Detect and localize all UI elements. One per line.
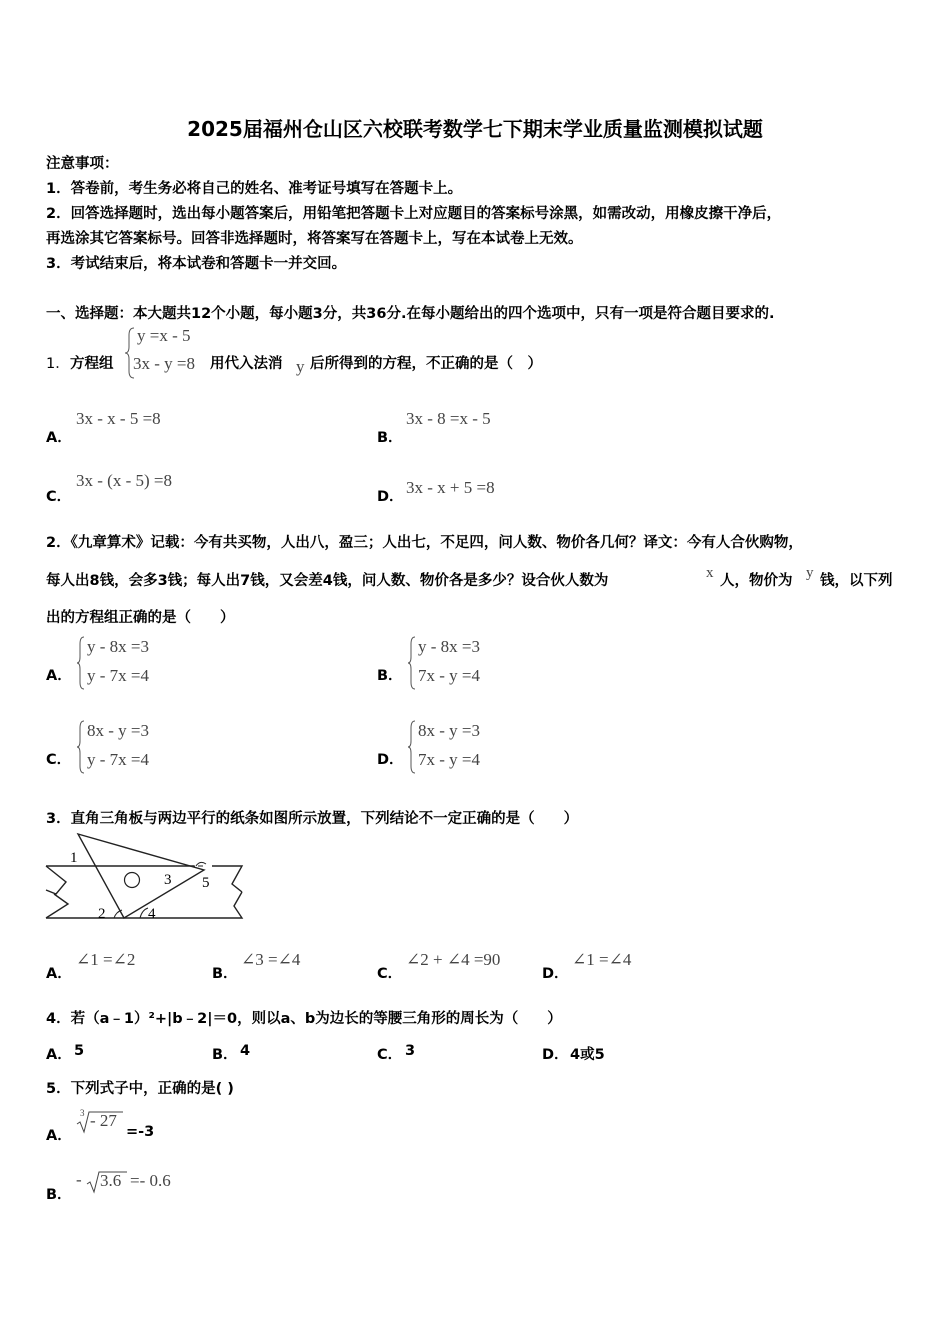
option-label-B: B． [377,668,403,684]
q5-text: 5．下列式子中，正确的是( ) [46,1081,234,1097]
angle-label-2: 2 [98,906,106,922]
option-label-C: C． [46,752,72,768]
angle-label-5: 5 [202,875,210,891]
q3-option-B[interactable]: ∠3 =∠4 [241,950,301,969]
q2-option-B-eq1[interactable]: y - 8x =3 [418,637,480,656]
option-label-A: A． [46,668,72,684]
option-label-A: A． [46,1047,72,1063]
notice-item: 1．答卷前，考生务必将自己的姓名、准考证号填写在答题卡上。 [46,181,463,197]
angle-label-1: 1 [70,850,78,866]
q5-option-A-radicand[interactable]: - 27 [90,1111,117,1130]
angle-label-3: 3 [164,872,172,888]
option-label-D: D． [542,966,569,982]
option-label-A: A． [46,1128,72,1144]
option-label-B: B． [212,1047,238,1063]
q2-line3: 出的方程组正确的是（ ） [46,610,235,626]
option-label-A: A． [46,966,72,982]
notice-item: 3．考试结束后，将本试卷和答题卡一并交回。 [46,256,347,272]
q2-line2c: 钱，以下列 [820,573,893,589]
q1-number: 1． [46,356,70,372]
q2-var-y: y [806,565,814,581]
q2-var-x: x [706,565,714,581]
option-label-D: D． [377,752,404,768]
triangle-strip-figure [44,832,246,924]
brace-icon [76,720,86,774]
q2-option-D-eq1[interactable]: 8x - y =3 [418,721,480,740]
q5-option-B-sign[interactable]: - [76,1170,82,1189]
q5-option-B-radicand[interactable]: 3.6 [100,1171,122,1190]
q1-option-D[interactable]: 3x - x + 5 =8 [406,478,495,497]
q1-mid: 用代入法消 [210,356,283,372]
q4-option-B[interactable]: 4 [240,1043,251,1059]
q3-option-C[interactable]: ∠2 + ∠4 =90 [406,950,501,969]
q2-option-C-eq1[interactable]: 8x - y =3 [87,721,149,740]
option-label-C: C． [377,1047,403,1063]
q5-option-B-result[interactable]: =- 0.6 [130,1171,171,1190]
q2-line2a: 每人出8钱，会多3钱；每人出7钱，又会差4钱，问人数、物价各是多少？设合伙人数为 [46,573,609,589]
q1-pre: 方程组 [70,356,114,372]
brace-icon [407,636,417,690]
notice-item: 再选涂其它答案标号。回答非选择题时，将答案写在答题卡上，写在本试卷上无效。 [46,231,583,247]
q3-text: 3．直角三角板与两边平行的纸条如图所示放置，下列结论不一定正确的是（ ） [46,811,579,827]
q3-option-A[interactable]: ∠1 =∠2 [76,950,136,969]
q2-line1: 2．《九章算术》记载：今有共买物，人出八，盈三；人出七，不足四，问人数、物价各几何？译文：今有人合伙购物， [46,535,803,551]
q3-option-D[interactable]: ∠1 =∠4 [572,950,632,969]
option-label-B: B． [46,1187,72,1203]
q4-option-C[interactable]: 3 [405,1043,416,1059]
q2-option-B-eq2[interactable]: 7x - y =4 [418,666,480,685]
q4-option-A[interactable]: 5 [74,1043,85,1059]
q2-line2b: 人，物价为 [720,573,793,589]
option-label-A: A． [46,430,72,446]
q4-text: 4．若（a﹣1）²+|b﹣2|＝0，则以a、b为边长的等腰三角形的周长为（ ） [46,1011,562,1027]
q1-option-A[interactable]: 3x - x - 5 =8 [76,409,161,428]
notice-heading: 注意事项： [46,156,119,172]
q1-system-eq2: 3x - y =8 [133,354,195,373]
q2-option-D-eq2[interactable]: 7x - y =4 [418,750,480,769]
option-label-D: D． [377,489,404,505]
page-title: 2025届福州仓山区六校联考数学七下期末学业质量监测模拟试题 [187,117,763,141]
option-label-B: B． [212,966,238,982]
brace-icon [407,720,417,774]
option-label-B: B． [377,430,403,446]
notice-item: 2．回答选择题时，选出每小题答案后，用铅笔把答题卡上对应题目的答案标号涂黑，如需改动，用橡皮擦干净后， [46,206,782,222]
option-label-D: D． [542,1047,569,1063]
q4-option-D[interactable]: 4或5 [570,1047,605,1063]
option-label-C: C． [377,966,403,982]
section-heading: 一、选择题：本大题共12个小题，每小题3分，共36分.在每小题给出的四个选项中，只有一项是符合题目要求的. [46,306,775,322]
q2-option-A-eq1[interactable]: y - 8x =3 [87,637,149,656]
angle-label-4: 4 [148,906,156,922]
q1-var: y [296,357,305,376]
q2-option-A-eq2[interactable]: y - 7x =4 [87,666,149,685]
q5-root-index: 3 [80,1108,85,1118]
q2-option-C-eq2[interactable]: y - 7x =4 [87,750,149,769]
brace-icon [76,636,86,690]
option-label-C: C． [46,489,72,505]
q1-option-C[interactable]: 3x - (x - 5) =8 [76,471,172,490]
q5-option-A-result[interactable]: =-3 [126,1124,155,1140]
q1-post: 后所得到的方程，不正确的是（ ） [310,356,542,372]
q1-option-B[interactable]: 3x - 8 =x - 5 [406,409,491,428]
q1-system-eq1: y =x - 5 [137,326,191,345]
